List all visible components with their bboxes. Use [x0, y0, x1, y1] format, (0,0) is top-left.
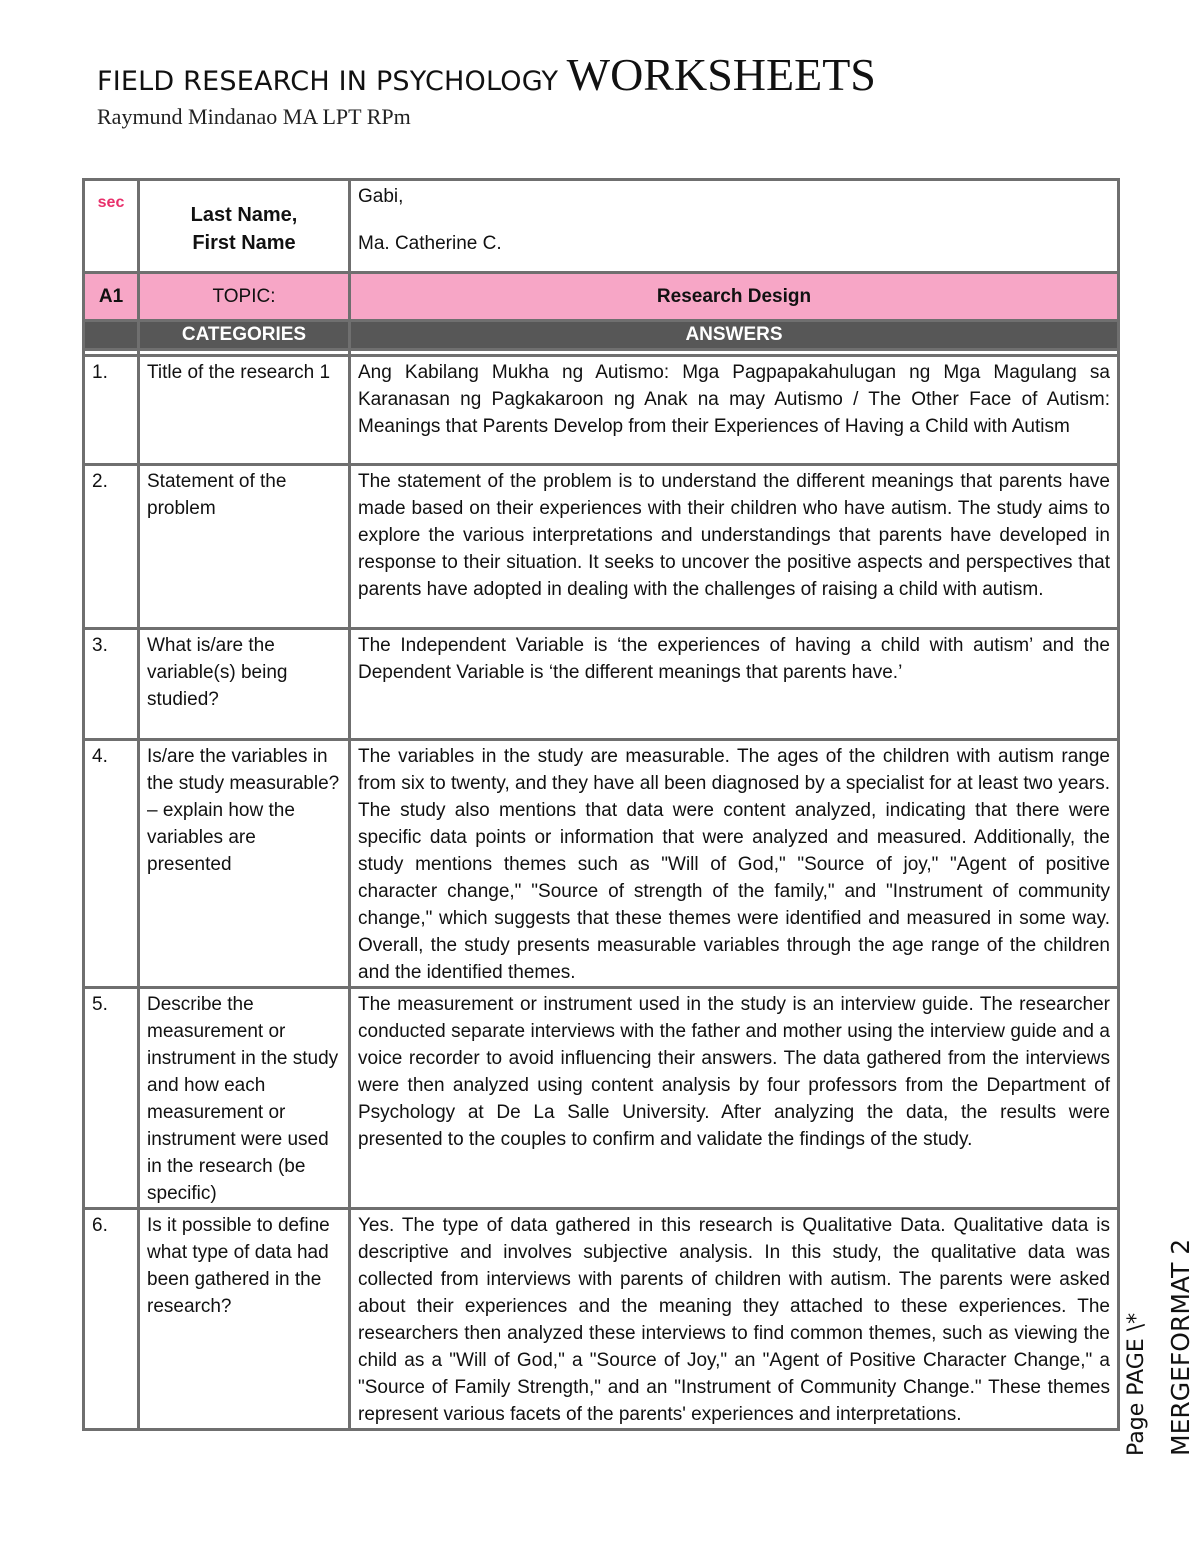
row-answer: Yes. The type of data gathered in this research is Qualitative Data. Qualitative data is descriptive and involves subjective analysis. In this study, the qualitative data was collected from interviews with parents of children with autism. The parents were asked about their experiences and the meaning they attached to these experiences. The researchers then analyzed these interviews to find common themes, such as viewing the child as a "Will of God," a "Source of Joy," an "Agent of Positive Character Change," a "Source of Family Strength," and an "Instrument of Community Change." These themes represent various facets of the parents' experiences and interpretations.	[351, 1210, 1117, 1428]
row-answer: The variables in the study are measurable. The ages of the children with autism range from six to twenty, and they have all been diagnosed by a specialist for at least two years. The study also mentions that data were content analyzed, indicating that there were specific data points or information that were analyzed and measured. Additionally, the study mentions themes such as "Will of God," "Source of joy," "Agent of positive character change," "Source of strength of the family," and "Instrument of community change," which suggests that these themes were identified and measured in some way. Overall, the study presents measurable variables through the age range of the children and the identified themes.	[351, 741, 1117, 986]
table-row	[85, 741, 1117, 986]
row-category: What is/are the variable(s) being studied?	[140, 630, 348, 738]
topic-row	[85, 274, 1117, 319]
row-category: Statement of the problem	[140, 466, 348, 627]
mergeformat-field-code: MERGEFORMAT 2	[1166, 1238, 1195, 1456]
row-answer: The measurement or instrument used in the study is an interview guide. The researcher conducted separate interviews with the father and mother using the interview guide and a voice recorder to avoid influencing their answers. The data gathered from the interviews were then analyzed using content analysis by four professors from the Department of Psychology at De La Salle University. After analyzing the data, the results were presented to the couples to confirm and validate the findings of the study.	[351, 989, 1117, 1207]
sec-label: sec	[97, 194, 125, 211]
topic-code: A1	[85, 274, 137, 319]
row-number: 5.	[85, 989, 137, 1207]
table-row	[85, 357, 1117, 463]
name-label-line2: First Name	[192, 232, 296, 254]
first-name: Ma. Catherine C.	[358, 233, 502, 254]
spacer-row	[85, 351, 1117, 354]
sec-cell	[85, 181, 137, 271]
row-category: Is/are the variables in the study measurable? – explain how the variables are presented	[140, 741, 348, 986]
row-number: 2.	[85, 466, 137, 627]
table-row	[85, 466, 1117, 627]
row-answer: Ang Kabilang Mukha ng Autismo: Mga Pagpapakahulugan ng Mga Magulang sa Karanasan ng Pagkakaroon ng Anak na may Autismo / The Other Face of Autism: Meanings that Parents Develop from their Experiences of Having a Child with Autism	[351, 357, 1117, 463]
topic-value: Research Design	[351, 274, 1117, 319]
row-answer: The statement of the problem is to understand the different meanings that parents have made based on their experiences with their children who have autism. The study aims to explore the various interpretations and understandings that parents have developed in response to their situation. It seeks to uncover the positive aspects and perspectives that parents have adopted in dealing with the challenges of raising a child with autism.	[351, 466, 1117, 627]
title-prefix: FIELD RESEARCH IN PSYCHOLOGY	[97, 66, 559, 97]
row-category: Title of the research 1	[140, 357, 348, 463]
topic-label: TOPIC:	[140, 274, 348, 319]
row-answer: The Independent Variable is ‘the experiences of having a child with autism’ and the Dependent Variable is ‘the different meanings that parents have.’	[351, 630, 1117, 738]
table-row	[85, 630, 1117, 738]
page-field-code: Page PAGE \*	[1124, 1312, 1149, 1456]
header-blank	[85, 322, 137, 348]
last-name: Gabi,	[358, 186, 404, 207]
row-number: 3.	[85, 630, 137, 738]
column-header-row	[85, 322, 1117, 348]
row-category: Describe the measurement or instrument in the study and how each measurement or instrument were used in the research (be specific)	[140, 989, 348, 1207]
table-row	[85, 989, 1117, 1207]
table-row	[85, 1210, 1117, 1428]
name-value-cell	[351, 181, 1117, 271]
row-category: Is it possible to define what type of data had been gathered in the research?	[140, 1210, 348, 1428]
answers-header: ANSWERS	[351, 322, 1117, 348]
document-title	[97, 48, 876, 101]
name-label-line1: Last Name,	[190, 204, 298, 226]
row-number: 4.	[85, 741, 137, 986]
categories-header: CATEGORIES	[140, 322, 348, 348]
name-row	[85, 181, 1117, 271]
title-suffix: WORKSHEETS	[566, 49, 876, 100]
row-number: 1.	[85, 357, 137, 463]
author-line: Raymund Mindanao MA LPT RPm	[97, 104, 411, 129]
worksheet-table	[82, 178, 1120, 1431]
row-number: 6.	[85, 1210, 137, 1428]
name-label-cell	[140, 181, 348, 271]
